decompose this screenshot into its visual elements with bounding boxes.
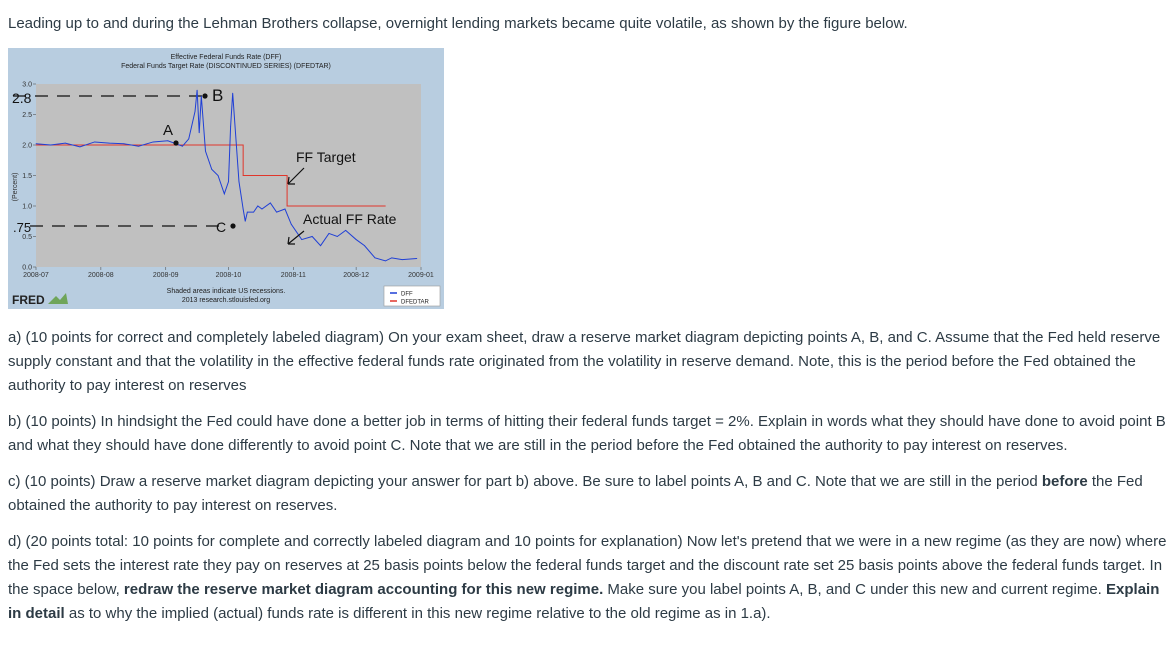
dff-point — [201, 96, 202, 97]
y-tick-label: 1.0 — [22, 203, 32, 211]
dff-point — [364, 245, 365, 246]
dff-point — [262, 209, 263, 210]
dff-point — [375, 257, 376, 258]
question-c-bold: before — [1041, 473, 1088, 490]
chart-title: Effective Federal Funds Rate (DFF) — [170, 54, 282, 61]
question-a: a) (10 points for correct and completely labeled diagram) On your exam sheet, draw a reserve market diagram depicting points A, B, and C. Assume that the Fed held reserve supply constant and that the volatility in the effective federal funds rate originated from the volatility in reserve demand. Note, this is the period before the Fed obtained the authority to pay interest on reserves — [8, 329, 1161, 394]
question-d-text-3: as to why the implied (actual) funds rate is different in this new regime relative to the old regime as in 1.a). — [64, 605, 771, 622]
dff-point — [312, 236, 313, 237]
x-tick-label: 2009-01 — [408, 272, 434, 279]
question-d-text-1: d) (20 points total: 10 points for complete and correctly labeled diagram and 10 points for explanation) Now let's pretend that we were in a new regime (as they are now) where the Fed sets the interest rate they pay on reserves at 25 basis points below the federal funds target and the discount rate set 25 basis points above the federal funds target. In the space below, — [8, 533, 1167, 598]
question-c-text-2: the Fed obtained the authority to pay interest on reserves. — [8, 473, 1143, 514]
dff-point — [257, 206, 258, 207]
y-tick-label: 0.0 — [22, 264, 32, 272]
dfedtar-point — [285, 175, 286, 176]
dff-point — [301, 239, 302, 240]
dff-point — [345, 230, 346, 231]
dff-point — [356, 239, 357, 240]
dff-point — [270, 203, 271, 204]
dff-point — [232, 93, 233, 94]
dff-point — [123, 143, 124, 144]
dff-point — [243, 209, 244, 210]
y-tick-label: 1.5 — [22, 173, 32, 180]
dfedtar-point — [241, 145, 242, 146]
dff-point — [276, 212, 277, 213]
x-tick-label: 2008-12 — [343, 272, 369, 279]
dff-point — [36, 143, 37, 144]
dff-point — [416, 258, 417, 259]
dff-point — [138, 146, 139, 147]
fred-chart-figure — [8, 48, 444, 309]
actual-ff-label: Actual FF Rate — [303, 211, 397, 227]
dff-point — [239, 181, 240, 182]
point-a-label: A — [163, 122, 174, 139]
dff-point — [211, 169, 212, 170]
point-c-label: C — [216, 219, 227, 235]
dff-point — [385, 261, 386, 262]
y-tick-label: 0.5 — [22, 234, 32, 241]
dff-point — [94, 142, 95, 143]
dff-point — [167, 140, 168, 141]
question-d-bold-1: redraw the reserve market diagram accounting for this new regime. — [123, 581, 604, 598]
y-tick-label: 3.0 — [22, 81, 32, 89]
dff-point — [228, 181, 229, 182]
dff-point — [199, 132, 200, 133]
fred-logo: FRED — [12, 293, 45, 307]
point-a-marker — [173, 140, 178, 145]
dff-point — [320, 245, 321, 246]
dff-point — [197, 90, 198, 91]
dff-point — [329, 233, 330, 234]
dff-point — [253, 212, 254, 213]
question-c-text-1: c) (10 points) Draw a reserve market diagram depicting your answer for part b) above. Be sure to label points A, B and C. Note that we are still in the period — [8, 473, 1042, 490]
dfedtar-point — [385, 206, 386, 207]
dff-point — [337, 236, 338, 237]
dff-point — [205, 151, 206, 152]
dff-point — [195, 111, 196, 112]
dff-point — [109, 143, 110, 144]
dfedtar-point — [243, 175, 244, 176]
dfedtar-point — [287, 206, 288, 207]
dff-point — [247, 212, 248, 213]
dff-point — [230, 126, 231, 127]
question-d-bold-2: Explain in detail — [8, 581, 1160, 622]
y-axis-label: (Percent) — [12, 172, 19, 202]
x-tick-label: 2008-11 — [280, 272, 306, 279]
dff-point — [188, 139, 189, 140]
y-tick-label: 2.5 — [22, 112, 32, 119]
y-tick-label: 2.0 — [22, 142, 32, 150]
dff-point — [218, 175, 219, 176]
dfedtar-point — [36, 145, 37, 146]
ff-target-label: FF Target — [296, 149, 356, 165]
dff-point — [153, 142, 154, 143]
question-d-text-2: Make sure you label points A, B, and C under this new and current regime. — [603, 581, 1107, 598]
dff-point — [391, 257, 392, 258]
dff-point — [245, 221, 246, 222]
dff-point — [80, 146, 81, 147]
point-b-marker — [202, 93, 207, 98]
question-c — [8, 470, 1168, 518]
dff-point — [291, 224, 292, 225]
dff-point — [285, 209, 286, 210]
dff-point — [402, 259, 403, 260]
x-tick-label: 2008-09 — [152, 272, 179, 279]
x-tick-label: 2008-08 — [88, 272, 114, 279]
dff-point — [182, 146, 183, 147]
annotation-level-high: 2.8 — [12, 90, 32, 106]
x-tick-label: 2008-07 — [23, 272, 49, 279]
chart-footer-recessions: Shaded areas indicate US recessions. — [166, 288, 286, 295]
point-c-marker — [230, 223, 235, 228]
chart-subtitle: Federal Funds Target Rate (DISCONTINUED SERIES) (DFEDTAR) — [121, 63, 331, 70]
annotation-level-low: .75 — [13, 220, 32, 235]
question-b: b) (10 points) In hindsight the Fed could have done a better job in terms of hitting their federal funds target = 2%. Explain in words what they should have done to avoid point B and what they should have done differently to avoid point C. Note that we are still in the period before the Fed obtained the authority to pay interest on reserves. — [8, 413, 1166, 454]
legend-label: DFF — [401, 291, 413, 298]
dff-point — [50, 145, 51, 146]
intro-text: Leading up to and during the Lehman Brothers collapse, overnight lending markets became quite volatile, as shown by the figure below. — [8, 15, 908, 32]
legend-label: DFEDTAR — [401, 299, 429, 306]
chart-footer-source: 2013 research.stlouisfed.org — [181, 297, 271, 304]
point-b-label: B — [212, 86, 224, 105]
dff-point — [65, 143, 66, 144]
question-d — [8, 530, 1168, 626]
dff-point — [224, 193, 225, 194]
x-tick-label: 2008-10 — [215, 272, 242, 279]
fred-chart — [8, 48, 444, 309]
